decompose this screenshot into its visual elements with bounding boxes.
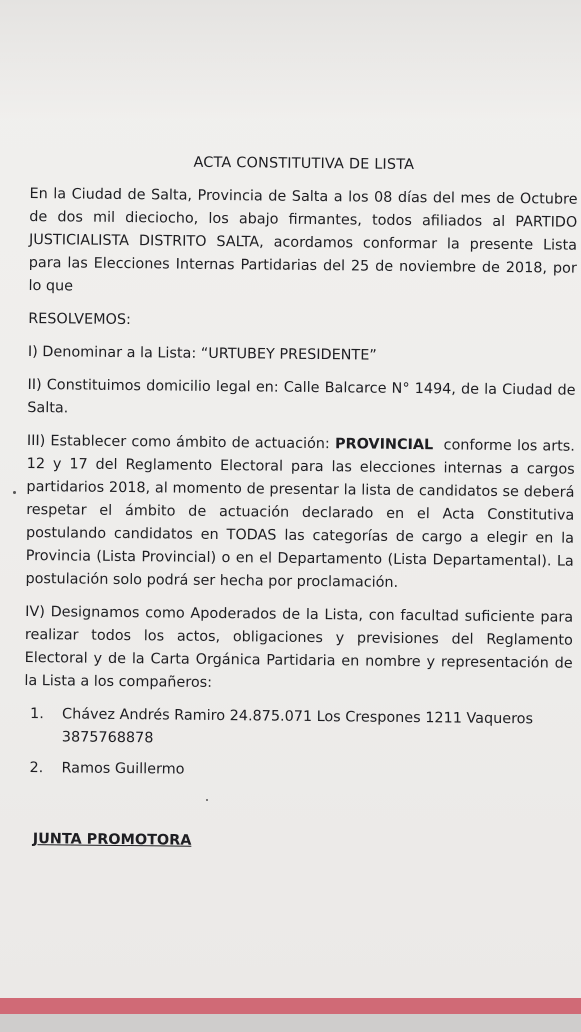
resolution-item-3 xyxy=(25,430,580,597)
resolution-item-3-rest: conforme los arts. 12 y 17 del Reglamento Electoral para las elecciones internas a cargos partidarios 2018, al momento de presentar la lista de candidatos se deberá respetar el ámbito de actuación declarado en el Acta Constitutiva postulando candidatos en TODAS las categorías de cargo a elegir en la Provincia (Lista Provincial) o en el Departamento (Lista Departamental). La postulación solo podrá ser hecha por proclamación. xyxy=(25,437,580,591)
resolution-item-3-prefix: III) Establecer como ámbito de actuación: xyxy=(26,432,336,453)
intro-paragraph: En la Ciudad de Salta, Provincia de Salta a los 08 días del mes de Octubre de dos mil dieciocho, los abajo firmantes, todos afiliados al PARTIDO JUSTICIALISTA DISTRITO SALTA, acordamos conformar la presente Lista para las Elecciones Internas Partidarias del 25 de noviembre de 2018, por lo que xyxy=(28,185,578,295)
list-item-text: Chávez Andrés Ramiro 24.875.071 Los Crespones 1211 Vaqueros 3875768878 xyxy=(61,706,534,747)
resolution-item-2: II) Constituimos domicilio legal en: Calle Balcarce N° 1494, de la Ciudad de Salta. xyxy=(27,376,576,417)
document-title: ACTA CONSTITUTIVA DE LISTA xyxy=(193,154,415,174)
resolution-item-1: I) Denominar a la Lista: “URTUBEY PRESIDENTE” xyxy=(27,343,377,364)
list-item xyxy=(23,757,571,786)
document-body xyxy=(23,150,578,857)
paper-shadow xyxy=(0,0,581,120)
list-item-text: Ramos Guillermo xyxy=(61,760,185,778)
scope-provincial: PROVINCIAL xyxy=(334,436,434,454)
background-surface xyxy=(0,998,581,1014)
junta-promotora-heading: JUNTA PROMOTORA xyxy=(32,831,192,849)
list-item-number: 2. xyxy=(29,760,44,777)
list-item xyxy=(24,703,572,755)
background-surface xyxy=(0,1014,581,1032)
paper-speck xyxy=(13,491,16,494)
apoderados-list xyxy=(23,703,572,786)
paper-speck xyxy=(206,799,208,801)
resolution-item-4: IV) Designamos como Apoderados de la Lista, con facultad suficiente para realizar todos los actos, obligaciones y previsiones del Reglamento Electoral y de la Carta Orgánica Partidaria en nombre y representación de la Lista a los compañeros: xyxy=(24,603,574,691)
list-item-number: 1. xyxy=(30,706,44,723)
resolvemos-heading: RESOLVEMOS: xyxy=(28,310,131,329)
